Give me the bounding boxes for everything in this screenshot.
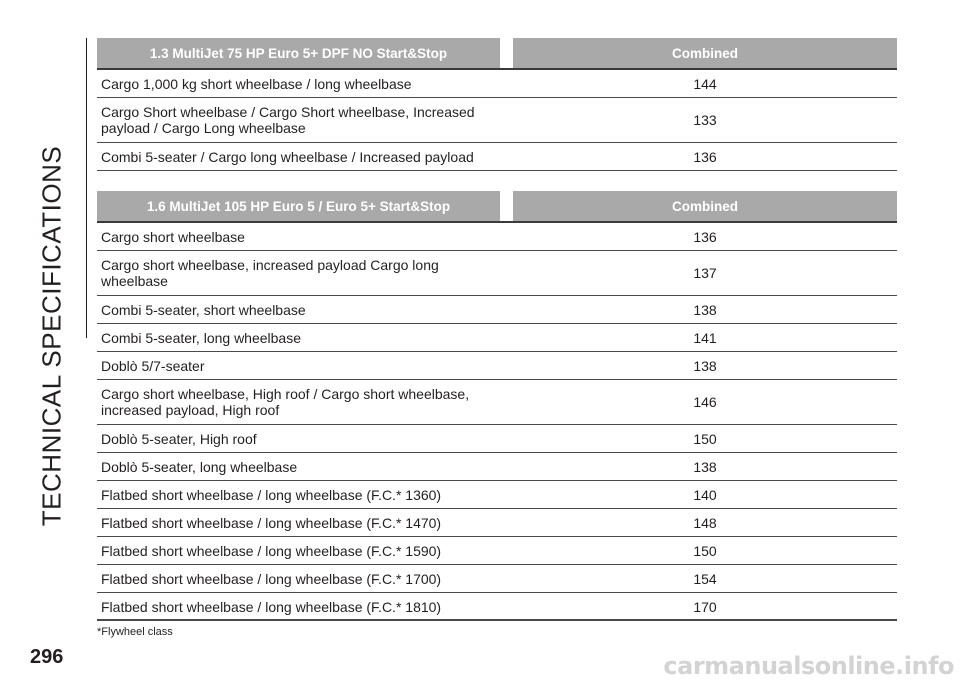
engine-header: 1.6 MultiJet 105 HP Euro 5 / Euro 5+ Start&Stop <box>97 191 500 222</box>
row-value: 154 <box>513 565 897 593</box>
row-label: Cargo short wheelbase, High roof / Cargo short wheelbase, increased payload, High roof <box>97 380 500 425</box>
emissions-table-1-6-multijet <box>97 191 897 621</box>
footnote: *Flywheel class <box>97 626 173 638</box>
row-value: 133 <box>513 98 897 143</box>
row-label: Flatbed short wheelbase / long wheelbase (F.C.* 1810) <box>97 593 500 621</box>
watermark: carmanualsonline.info <box>663 652 954 680</box>
row-value: 137 <box>513 251 897 296</box>
row-value: 136 <box>513 222 897 251</box>
row-label: Flatbed short wheelbase / long wheelbase (F.C.* 1590) <box>97 537 500 565</box>
row-label: Flatbed short wheelbase / long wheelbase (F.C.* 1470) <box>97 509 500 537</box>
table-header-row <box>97 191 897 222</box>
table-row <box>97 222 897 251</box>
row-label: Flatbed short wheelbase / long wheelbase (F.C.* 1360) <box>97 481 500 509</box>
row-value: 146 <box>513 380 897 425</box>
row-label: Cargo short wheelbase, increased payload Cargo long wheelbase <box>97 251 500 296</box>
row-label: Flatbed short wheelbase / long wheelbase (F.C.* 1700) <box>97 565 500 593</box>
table-row <box>97 425 897 453</box>
row-label: Doblò 5/7-seater <box>97 352 500 380</box>
emissions-table-1-3-multijet <box>97 38 897 171</box>
row-label: Doblò 5-seater, long wheelbase <box>97 453 500 481</box>
combined-header: Combined <box>513 191 897 222</box>
row-value: 140 <box>513 481 897 509</box>
table-row <box>97 565 897 593</box>
side-divider <box>86 38 87 338</box>
table-row <box>97 69 897 98</box>
row-label: Doblò 5-seater, High roof <box>97 425 500 453</box>
row-label: Cargo Short wheelbase / Cargo Short wheelbase, Increased payload / Cargo Long wheelbase <box>97 98 500 143</box>
row-value: 138 <box>513 296 897 324</box>
footnote-divider <box>97 619 897 620</box>
row-label: Cargo short wheelbase <box>97 222 500 251</box>
row-label: Combi 5-seater / Cargo long wheelbase / Increased payload <box>97 143 500 171</box>
row-label: Cargo 1,000 kg short wheelbase / long wheelbase <box>97 69 500 98</box>
table-row <box>97 98 897 143</box>
row-value: 150 <box>513 425 897 453</box>
combined-header: Combined <box>513 38 897 69</box>
table-row <box>97 537 897 565</box>
table-row <box>97 251 897 296</box>
row-value: 136 <box>513 143 897 171</box>
row-value: 150 <box>513 537 897 565</box>
header-gap <box>500 38 513 69</box>
table-row <box>97 481 897 509</box>
table-row <box>97 324 897 352</box>
row-value: 138 <box>513 453 897 481</box>
row-value: 141 <box>513 324 897 352</box>
page-number: 296 <box>30 646 64 668</box>
header-gap <box>500 191 513 222</box>
table-row <box>97 593 897 621</box>
table-row <box>97 143 897 171</box>
table-header-row <box>97 38 897 69</box>
row-value: 138 <box>513 352 897 380</box>
table-row <box>97 509 897 537</box>
engine-header: 1.3 MultiJet 75 HP Euro 5+ DPF NO Start&Stop <box>97 38 500 69</box>
row-value: 144 <box>513 69 897 98</box>
table-row <box>97 296 897 324</box>
table-row <box>97 453 897 481</box>
row-value: 170 <box>513 593 897 621</box>
table-row <box>97 380 897 425</box>
row-value: 148 <box>513 509 897 537</box>
section-side-title-text: TECHNICAL SPECIFICATIONS <box>36 145 67 527</box>
table-row <box>97 352 897 380</box>
row-label: Combi 5-seater, short wheelbase <box>97 296 500 324</box>
row-label: Combi 5-seater, long wheelbase <box>97 324 500 352</box>
